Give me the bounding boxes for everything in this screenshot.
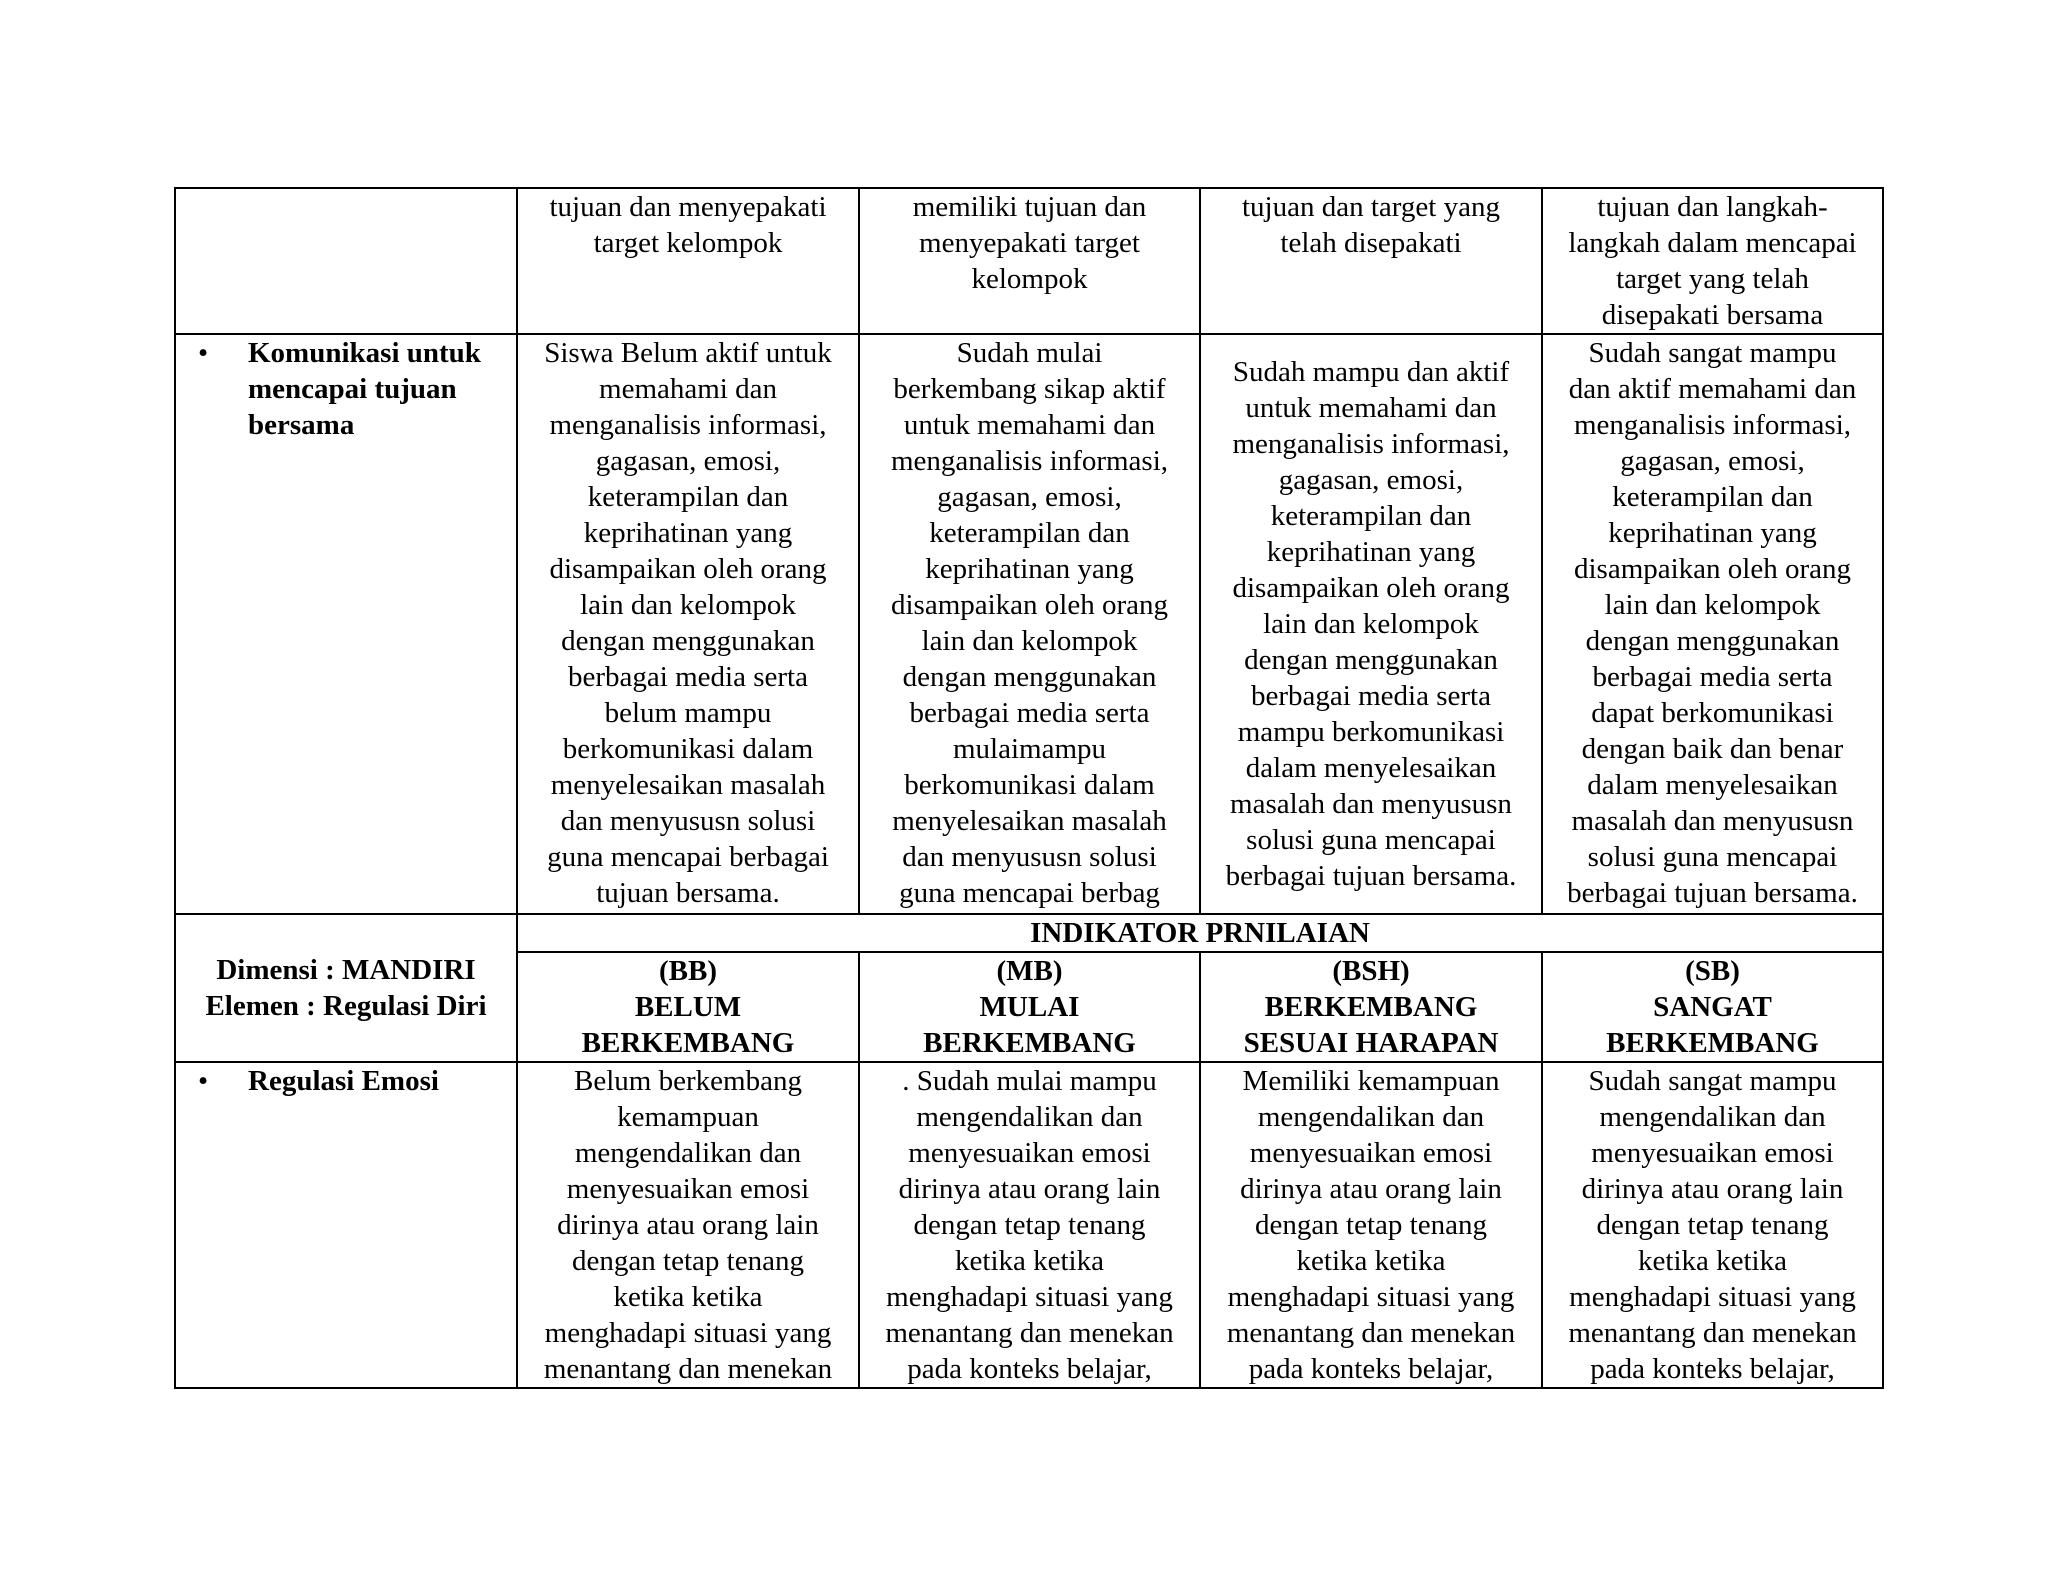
bullet-icon: •: [198, 1065, 209, 1097]
cell-mb-regulasi: [859, 1062, 1200, 1388]
cell-text: memiliki tujuan dan menyepakati target kelompok: [912, 191, 1147, 295]
cell-text: tujuan dan menyepakati target kelompok: [549, 191, 827, 259]
level-label: (MB) MULAI BERKEMBANG: [923, 955, 1136, 1059]
cell-text: Belum berkembang kemampuan mengendalikan dan menyesuaikan emosi dirinya atau orang lain dengan tetap tenang ketika ketika menghadapi situasi yang menantang dan menekan: [543, 1065, 833, 1385]
cell-text: Siswa Belum aktif untuk memahami dan menganalisis informasi, gagasan, emosi, keterampilan dan keprihatinan yang disampaikan oleh orang lain dan kelompok dengan menggunakan berbagai media serta belum mampu berkomunikasi dalam menyelesaikan masalah dan menyususn solusi guna mencapai berbagai tujuan bersama.: [544, 337, 832, 909]
cell-text: Memiliki kemampuan mengendalikan dan menyesuaikan emosi dirinya atau orang lain dengan tetap tenang ketika ketika menghadapi situasi yang menantang dan menekan pada konteks belajar,: [1226, 1065, 1516, 1385]
cell-sb-komunikasi: [1542, 334, 1883, 914]
cell-text: Sudah mulai berkembang sikap aktif untuk memahami dan menganalisis informasi, gagasan, emosi, keterampilan dan keprihatinan yang disampaikan oleh orang lain dan kelompok dengan menggunakan berbagai media serta mulaimampu berkomunikasi dalam menyelesaikan masalah dan menyususn solusi guna mencapai berbag: [890, 337, 1169, 909]
cell-bsh-regulasi: [1200, 1062, 1542, 1388]
table-row-komunikasi: [175, 334, 1883, 914]
level-header-mb: [859, 952, 1200, 1062]
cell-bsh-continuation: [1200, 188, 1542, 334]
dimension-cell: [175, 914, 517, 1062]
elemen-label: Elemen : Regulasi Diri: [205, 990, 487, 1022]
label-cell-komunikasi: [175, 334, 517, 914]
indikator-title: INDIKATOR PRNILAIAN: [1030, 917, 1370, 949]
cell-bsh-komunikasi: [1200, 334, 1542, 914]
label-cell-regulasi: [175, 1062, 517, 1388]
cell-text: Sudah sangat mampu dan aktif memahami dan menganalisis informasi, gagasan, emosi, keterampilan dan keprihatinan yang disampaikan oleh orang lain dan kelompok dengan menggunakan berbagai media serta dapat berkomunikasi dengan baik dan benar dalam menyelesaikan masalah dan menyususn solusi guna mencapai berbagai tujuan bersama.: [1567, 337, 1858, 909]
cell-text: Sudah mampu dan aktif untuk memahami dan menganalisis informasi, gagasan, emosi, keterampilan dan keprihatinan yang disampaikan oleh orang lain dan kelompok dengan menggunakan berbagai media serta mampu berkomunikasi dalam menyelesaikan masalah dan menyususn solusi guna mencapai berbagai tujuan bersama.: [1225, 356, 1517, 892]
assessment-rubric-table: [174, 187, 1884, 1389]
table-row-continuation: [175, 188, 1883, 334]
bullet-icon: •: [198, 337, 209, 369]
criterion-label: Komunikasi untuk mencapai tujuan bersama: [248, 337, 481, 441]
level-label: (BSH) BERKEMBANG SESUAI HARAPAN: [1243, 955, 1499, 1059]
cell-text: tujuan dan target yang telah disepakati: [1242, 191, 1500, 259]
level-header-sb: [1542, 952, 1883, 1062]
level-header-bb: [517, 952, 859, 1062]
cell-text: tujuan dan langkah- langkah dalam mencapai target yang telah disepakati bersama: [1568, 191, 1857, 331]
table-row-regulasi: [175, 1062, 1883, 1388]
level-header-bsh: [1200, 952, 1542, 1062]
level-label: (SB) SANGAT BERKEMBANG: [1606, 955, 1819, 1059]
cell-bb-continuation: [517, 188, 859, 334]
cell-text: Sudah sangat mampu mengendalikan dan menyesuaikan emosi dirinya atau orang lain dengan tetap tenang ketika ketika menghadapi situasi yang menantang dan menekan pada konteks belajar,: [1568, 1065, 1857, 1385]
cell-mb-komunikasi: [859, 334, 1200, 914]
cell-bb-regulasi: [517, 1062, 859, 1388]
cell-text: . Sudah mulai mampu mengendalikan dan menyesuaikan emosi dirinya atau orang lain dengan tetap tenang ketika ketika menghadapi situasi yang menantang dan menekan pada konteks belajar,: [885, 1065, 1174, 1385]
label-cell-empty: [175, 188, 517, 334]
table-row-indikator-title: [175, 914, 1883, 952]
cell-sb-regulasi: [1542, 1062, 1883, 1388]
indikator-title-cell: [517, 914, 1883, 952]
dimensi-label: Dimensi : MANDIRI: [216, 954, 476, 986]
level-label: (BB) BELUM BERKEMBANG: [581, 955, 795, 1059]
cell-mb-continuation: [859, 188, 1200, 334]
criterion-label: Regulasi Emosi: [248, 1065, 439, 1097]
cell-sb-continuation: [1542, 188, 1883, 334]
cell-bb-komunikasi: [517, 334, 859, 914]
